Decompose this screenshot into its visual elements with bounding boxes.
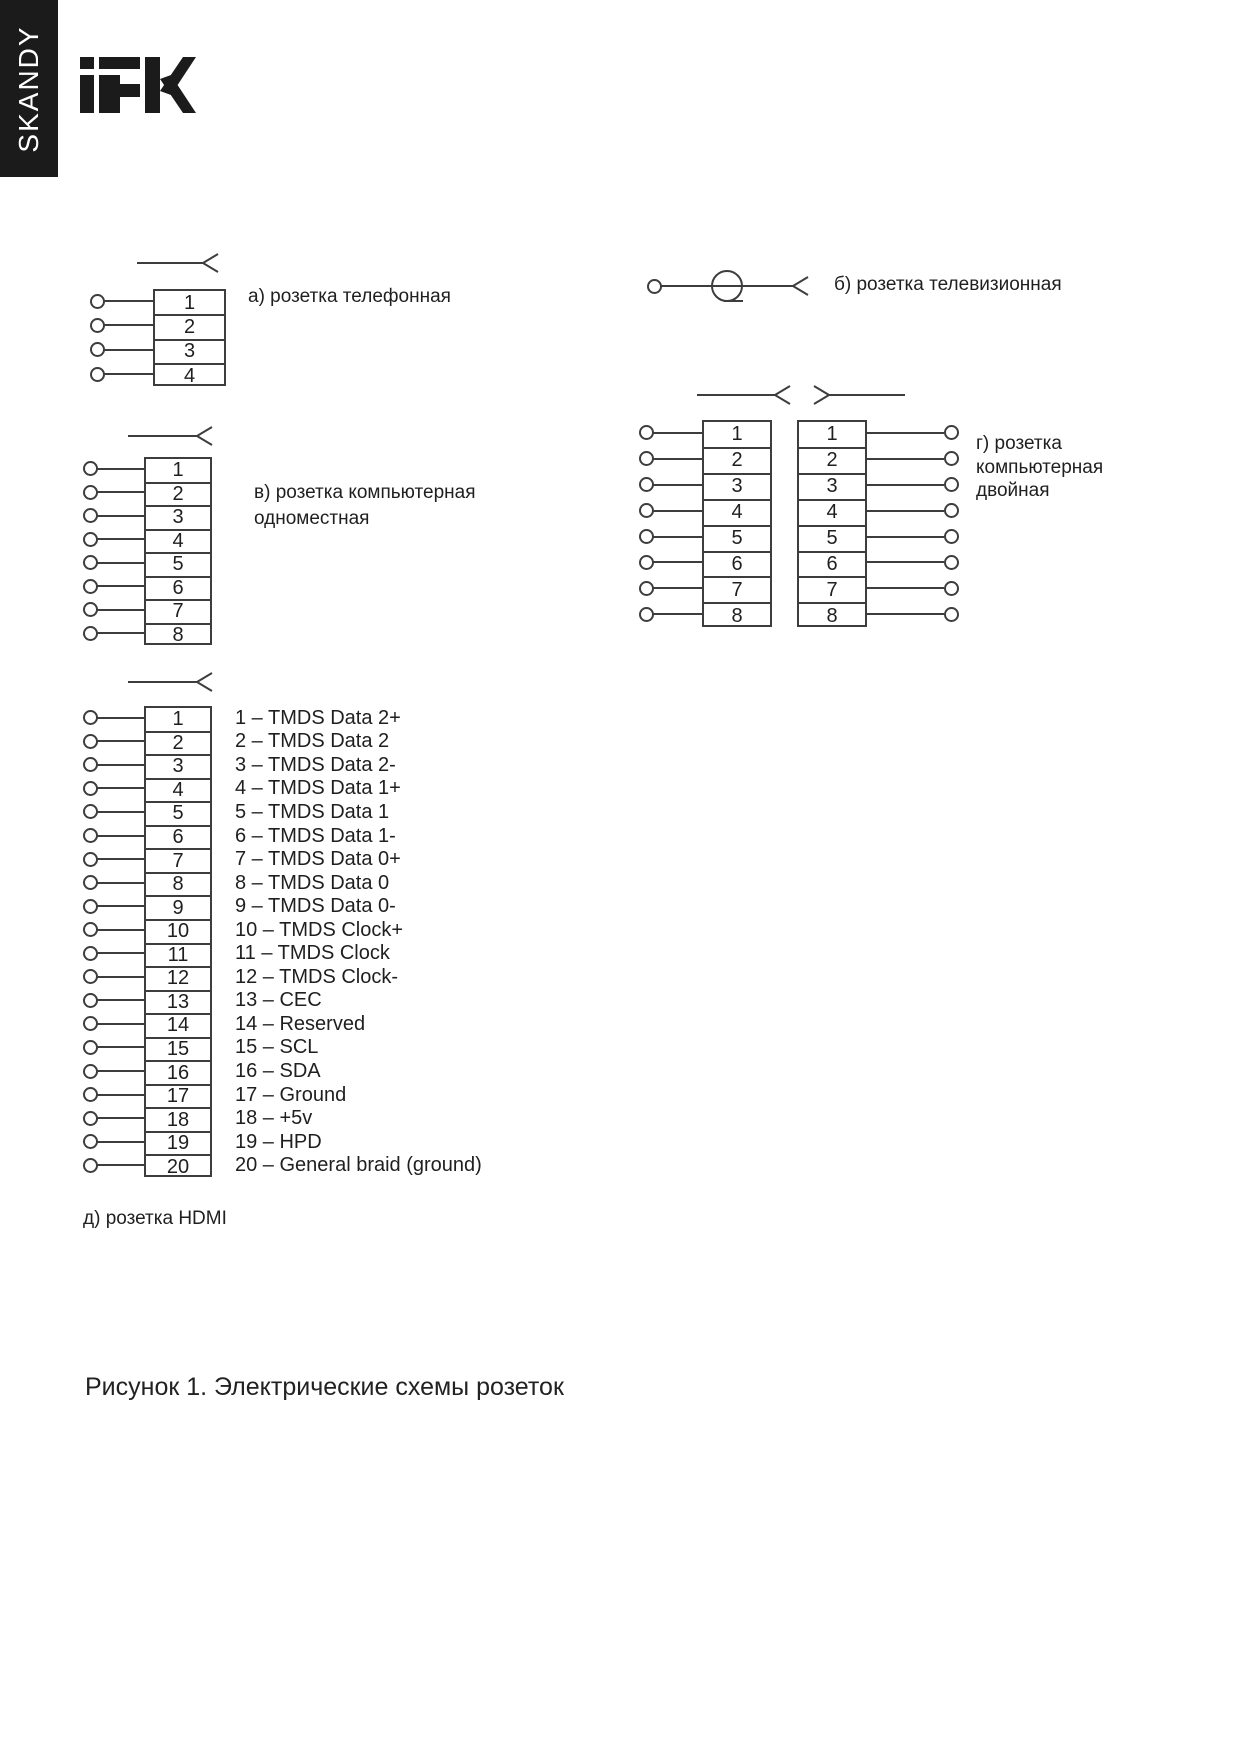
computer-single-socket-wire (97, 491, 144, 493)
hdmi-socket-pin-number: 14 (166, 1014, 190, 1037)
iek-logo (80, 57, 196, 113)
computer-single-socket-wire (97, 632, 144, 634)
hdmi-socket-terminal-circle (83, 1016, 98, 1031)
phone-socket-wire (104, 300, 153, 302)
computer-single-socket-terminal-circle (83, 461, 98, 476)
phone-socket-pin-number: 4 (183, 364, 196, 387)
phone-socket-box (153, 289, 226, 386)
computer-double-left-socket-wire (653, 561, 702, 563)
computer-double-label-line2: компьютерная (976, 456, 1104, 478)
hdmi-socket-wire (97, 1117, 144, 1119)
computer-double-left-socket-terminal-circle (639, 555, 654, 570)
computer-double-left-socket-plug-arrow (695, 382, 792, 408)
computer-double-right-socket-terminal-circle (944, 581, 959, 596)
hdmi-socket-pin-number: 7 (172, 849, 184, 872)
hdmi-socket-pin-number: 2 (172, 731, 184, 754)
computer-double-right-socket-pin-number: 5 (826, 527, 838, 550)
hdmi-socket-pin-number: 9 (172, 896, 184, 919)
hdmi-socket-pin-description: 20 – General braid (ground) (235, 1154, 482, 1177)
computer-double-left-socket-terminal-circle (639, 425, 654, 440)
hdmi-socket-terminal-circle (83, 1134, 98, 1149)
computer-double-right-socket-wire (867, 613, 944, 615)
computer-double-left-socket-terminal-circle (639, 503, 654, 518)
hdmi-socket-pin-description: 4 – TMDS Data 1+ (235, 777, 401, 800)
computer-single-label-line2: одноместная (254, 508, 370, 529)
hdmi-socket-wire (97, 1094, 144, 1096)
computer-double-right-socket-wire (867, 587, 944, 589)
computer-double-right-socket-pin-number: 8 (826, 604, 838, 627)
hdmi-socket-pin-description: 6 – TMDS Data 1- (235, 824, 396, 847)
hdmi-socket-wire (97, 858, 144, 860)
hdmi-socket-terminal-circle (83, 1158, 98, 1173)
tv-socket-terminal-circle (647, 279, 662, 294)
computer-double-right-socket-pin-number: 6 (826, 552, 838, 575)
hdmi-socket-wire (97, 740, 144, 742)
hdmi-socket-pin-number: 5 (172, 802, 184, 825)
hdmi-socket-pin-description: 8 – TMDS Data 0 (235, 871, 390, 894)
hdmi-socket-terminal-circle (83, 899, 98, 914)
brand-sidebar-label: SKANDY (13, 24, 44, 153)
computer-double-right-socket-pin-number: 7 (826, 578, 838, 601)
hdmi-socket-wire (97, 882, 144, 884)
phone-socket-terminal-circle (90, 367, 105, 382)
computer-single-socket-terminal-circle (83, 532, 98, 547)
computer-double-left-socket-pin-number: 4 (731, 501, 743, 524)
computer-single-socket-terminal-circle (83, 602, 98, 617)
hdmi-socket-pin-number: 1 (172, 708, 184, 731)
computer-double-right-socket-terminal-circle (944, 503, 959, 518)
hdmi-socket-terminal-circle (83, 993, 98, 1008)
hdmi-socket-pin-description: 1 – TMDS Data 2+ (235, 706, 401, 729)
computer-double-left-socket-terminal-circle (639, 581, 654, 596)
phone-socket-terminal-circle (90, 294, 105, 309)
hdmi-socket-pin-number: 16 (166, 1061, 190, 1084)
hdmi-socket-pin-description: 12 – TMDS Clock- (235, 965, 399, 988)
computer-single-socket-plug-arrow (126, 423, 214, 449)
phone-socket-label: а) розетка телефонная (248, 286, 451, 307)
hdmi-socket-terminal-circle (83, 1040, 98, 1055)
computer-double-label-line3: двойная (976, 480, 1050, 501)
hdmi-socket-terminal-circle (83, 757, 98, 772)
computer-single-socket-terminal-circle (83, 555, 98, 570)
tv-socket-body-circle (711, 270, 743, 302)
computer-double-right-socket-wire (867, 484, 944, 486)
computer-double-left-socket-wire (653, 432, 702, 434)
phone-socket-wire (104, 324, 153, 326)
hdmi-socket-pin-description: 15 – SCL (235, 1036, 319, 1059)
computer-double-right-socket-wire (867, 432, 944, 434)
hdmi-socket-pin-number: 3 (172, 755, 184, 778)
hdmi-socket-pin-number: 12 (166, 967, 190, 990)
hdmi-socket-wire (97, 952, 144, 954)
computer-double-left-socket-pin-number: 1 (731, 423, 743, 446)
computer-single-socket-wire (97, 515, 144, 517)
hdmi-socket-terminal-circle (83, 1064, 98, 1079)
computer-double-left-socket-terminal-circle (639, 451, 654, 466)
computer-single-socket-box (144, 457, 212, 645)
computer-single-socket-pin-number: 8 (172, 623, 184, 646)
hdmi-socket-wire (97, 1070, 144, 1072)
computer-double-left-socket-wire (653, 613, 702, 615)
computer-single-socket-wire (97, 468, 144, 470)
computer-single-socket-pin-number: 7 (172, 600, 184, 623)
computer-double-right-socket-wire (867, 510, 944, 512)
computer-double-right-socket-wire (867, 561, 944, 563)
hdmi-socket-wire (97, 1164, 144, 1166)
hdmi-socket-wire (97, 717, 144, 719)
phone-socket-wire (104, 373, 153, 375)
hdmi-socket-wire (97, 1141, 144, 1143)
computer-single-socket-terminal-circle (83, 626, 98, 641)
hdmi-socket-wire (97, 976, 144, 978)
computer-double-left-socket-wire (653, 458, 702, 460)
computer-double-left-socket-pin-number: 5 (731, 527, 743, 550)
computer-single-socket-terminal-circle (83, 579, 98, 594)
computer-single-label-line1: в) розетка компьютерная (254, 482, 476, 503)
brand-sidebar (0, 0, 58, 177)
hdmi-socket-terminal-circle (83, 1087, 98, 1102)
hdmi-socket-terminal-circle (83, 922, 98, 937)
hdmi-socket-wire (97, 787, 144, 789)
hdmi-socket-terminal-circle (83, 781, 98, 796)
computer-single-socket-pin-number: 5 (172, 553, 184, 576)
hdmi-socket-terminal-circle (83, 1111, 98, 1126)
computer-double-right-socket-terminal-circle (944, 529, 959, 544)
hdmi-socket-pin-number: 20 (166, 1155, 190, 1178)
hdmi-socket-terminal-circle (83, 852, 98, 867)
hdmi-socket-terminal-circle (83, 875, 98, 890)
hdmi-socket-wire (97, 905, 144, 907)
computer-single-socket-pin-number: 6 (172, 576, 184, 599)
hdmi-socket-pin-number: 18 (166, 1108, 190, 1131)
computer-double-left-socket-box (702, 420, 772, 627)
computer-single-socket-wire (97, 609, 144, 611)
hdmi-socket-pin-description: 10 – TMDS Clock+ (235, 918, 404, 941)
computer-double-left-socket-pin-number: 2 (731, 449, 743, 472)
hdmi-socket-terminal-circle (83, 804, 98, 819)
computer-double-right-socket-pin-number: 3 (826, 475, 838, 498)
computer-double-right-socket-box (797, 420, 867, 627)
computer-double-left-socket-pin-number: 8 (731, 604, 743, 627)
computer-double-left-socket-terminal-circle (639, 607, 654, 622)
computer-single-socket-terminal-circle (83, 508, 98, 523)
computer-double-right-socket-terminal-circle (944, 607, 959, 622)
figure-caption: Рисунок 1. Электрические схемы розеток (85, 1373, 564, 1401)
computer-single-socket-pin-number: 1 (172, 459, 184, 482)
hdmi-socket-pin-description: 16 – SDA (235, 1060, 321, 1083)
computer-double-left-socket-pin-number: 7 (731, 578, 743, 601)
hdmi-socket-pin-description: 18 – +5v (235, 1107, 313, 1130)
hdmi-socket-pin-number: 4 (172, 778, 184, 801)
computer-double-right-socket-wire (867, 536, 944, 538)
computer-double-right-socket-wire (867, 458, 944, 460)
computer-single-socket-wire (97, 585, 144, 587)
phone-socket-terminal-circle (90, 342, 105, 357)
hdmi-socket-pin-number: 6 (172, 826, 184, 849)
computer-double-label-line1: г) розетка (976, 433, 1062, 454)
hdmi-socket-pin-description: 11 – TMDS Clock (235, 942, 390, 965)
phone-socket-pin-number: 3 (183, 340, 196, 363)
computer-double-right-socket-terminal-circle (944, 451, 959, 466)
hdmi-socket-pin-description: 13 – CEC (235, 989, 322, 1012)
computer-double-left-socket-wire (653, 536, 702, 538)
hdmi-socket-label: д) розетка HDMI (83, 1208, 227, 1229)
hdmi-socket-terminal-circle (83, 969, 98, 984)
hdmi-socket-pin-description: 3 – TMDS Data 2- (235, 753, 396, 776)
computer-double-right-socket-pin-number: 4 (826, 501, 838, 524)
computer-double-right-socket-terminal-circle (944, 477, 959, 492)
computer-double-right-socket-plug-arrow (812, 382, 907, 408)
phone-socket-plug-arrow (135, 250, 220, 276)
hdmi-socket-plug-arrow (126, 669, 214, 695)
hdmi-socket-terminal-circle (83, 734, 98, 749)
hdmi-socket-pin-number: 13 (166, 990, 190, 1013)
hdmi-socket-pin-number: 15 (166, 1037, 190, 1060)
hdmi-socket-wire (97, 999, 144, 1001)
computer-double-left-socket-wire (653, 587, 702, 589)
computer-double-left-socket-terminal-circle (639, 529, 654, 544)
hdmi-socket-wire (97, 1023, 144, 1025)
hdmi-socket-pin-description: 17 – Ground (235, 1083, 347, 1106)
computer-single-socket-terminal-circle (83, 485, 98, 500)
computer-double-left-socket-pin-number: 3 (731, 475, 743, 498)
computer-double-right-socket-terminal-circle (944, 425, 959, 440)
hdmi-socket-pin-description: 9 – TMDS Data 0- (235, 895, 396, 918)
hdmi-socket-wire (97, 835, 144, 837)
tv-socket-tail (724, 300, 743, 302)
computer-single-socket-pin-number: 4 (172, 529, 184, 552)
hdmi-socket-box (144, 706, 212, 1177)
computer-single-socket-pin-number: 3 (172, 506, 184, 529)
hdmi-socket-wire (97, 764, 144, 766)
hdmi-socket-pin-number: 19 (166, 1132, 190, 1155)
phone-socket-wire (104, 349, 153, 351)
computer-double-left-socket-wire (653, 510, 702, 512)
computer-single-socket-wire (97, 538, 144, 540)
phone-socket-pin-number: 2 (183, 315, 196, 338)
hdmi-socket-pin-number: 17 (166, 1085, 190, 1108)
computer-double-right-socket-pin-number: 2 (826, 449, 838, 472)
hdmi-socket-pin-number: 8 (172, 873, 184, 896)
hdmi-socket-pin-description: 14 – Reserved (235, 1012, 366, 1035)
computer-double-right-socket-terminal-circle (944, 555, 959, 570)
computer-single-socket-wire (97, 562, 144, 564)
hdmi-socket-pin-description: 2 – TMDS Data 2 (235, 730, 390, 753)
hdmi-socket-terminal-circle (83, 946, 98, 961)
computer-single-socket-pin-number: 2 (172, 482, 184, 505)
computer-double-left-socket-wire (653, 484, 702, 486)
computer-double-label (976, 432, 1103, 503)
phone-socket-terminal-circle (90, 318, 105, 333)
hdmi-socket-terminal-circle (83, 710, 98, 725)
computer-double-left-socket-terminal-circle (639, 477, 654, 492)
hdmi-socket-pin-description: 7 – TMDS Data 0+ (235, 848, 401, 871)
computer-single-label (254, 480, 475, 532)
hdmi-socket-pin-description: 5 – TMDS Data 1 (235, 800, 390, 823)
hdmi-socket-wire (97, 811, 144, 813)
computer-double-right-socket-pin-number: 1 (826, 423, 838, 446)
phone-socket-pin-number: 1 (183, 291, 196, 314)
tv-socket-label: б) розетка телевизионная (834, 274, 1062, 295)
hdmi-socket-pin-description: 19 – HPD (235, 1130, 322, 1153)
hdmi-socket-wire (97, 1046, 144, 1048)
hdmi-socket-wire (97, 929, 144, 931)
hdmi-socket-pin-number: 11 (167, 943, 189, 966)
hdmi-socket-pin-number: 10 (166, 920, 190, 943)
hdmi-socket-terminal-circle (83, 828, 98, 843)
computer-double-left-socket-pin-number: 6 (731, 552, 743, 575)
